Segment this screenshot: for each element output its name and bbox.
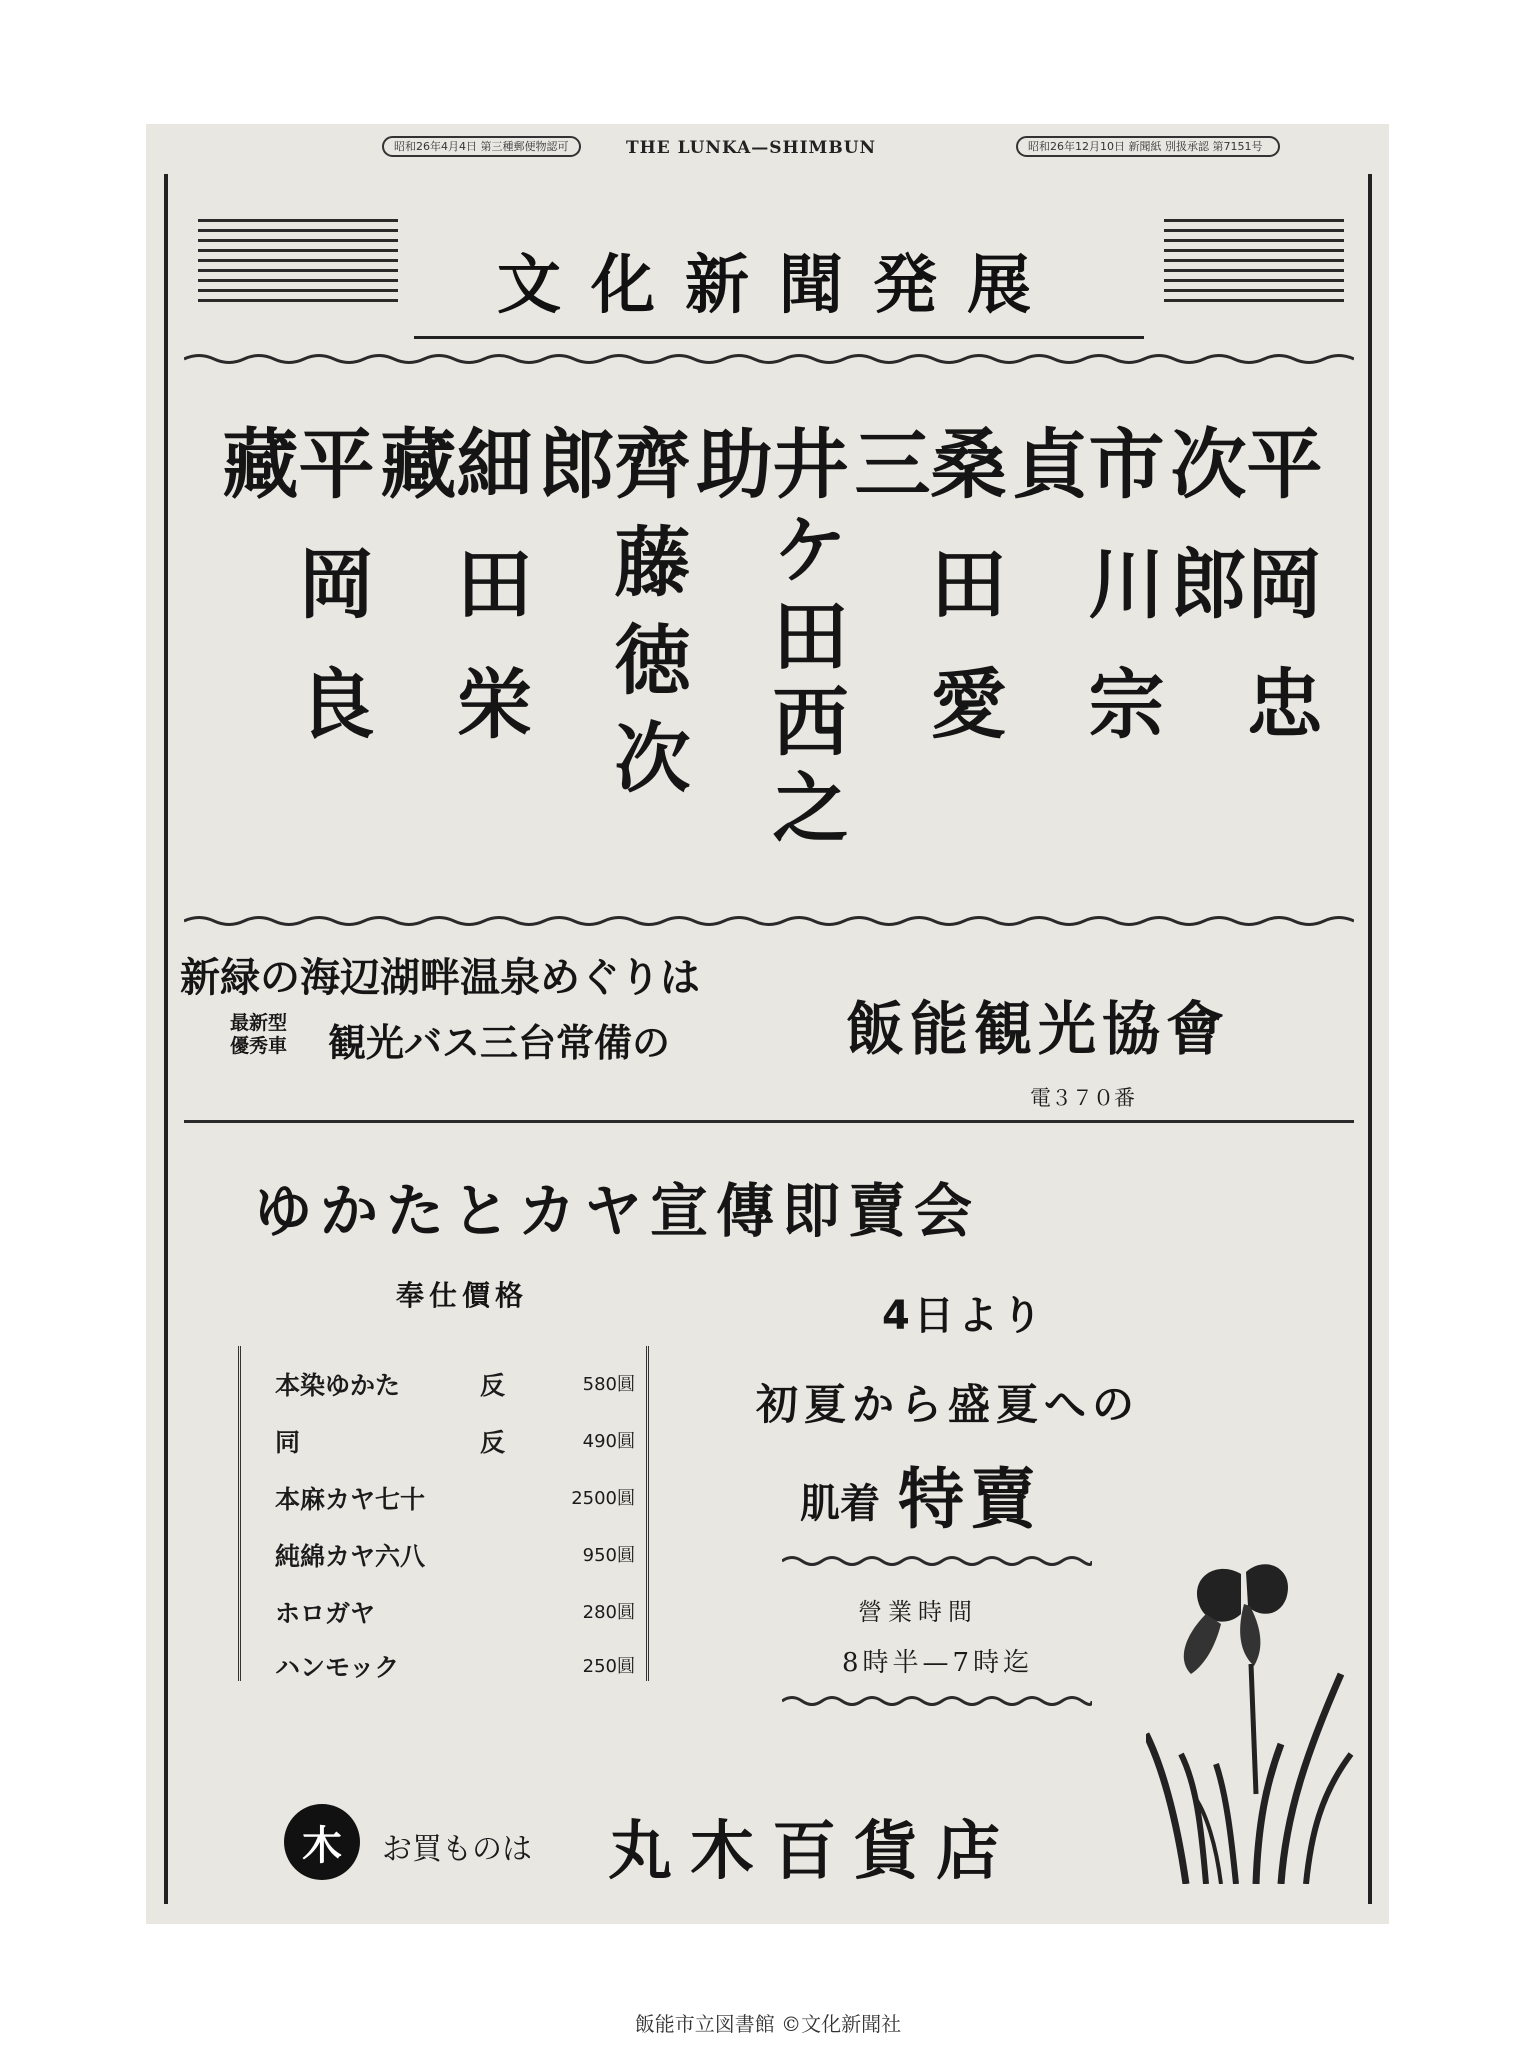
price-title: 奉仕價格 [396, 1279, 529, 1312]
price-row [275, 1537, 635, 1577]
item-name: 同 [275, 1428, 301, 1457]
tourism-company-name: 飯能観光協會 [846, 995, 1231, 1063]
item-unit: 反 [480, 1371, 506, 1400]
bus-label [230, 1012, 287, 1058]
item-name: 本染ゆかた [275, 1371, 401, 1400]
name-column: 市川宗貞 [1000, 424, 1165, 784]
special-sale-label: 特賣 [898, 1460, 1042, 1538]
bus-label-line2: 優秀車 [230, 1035, 288, 1057]
newspaper-page [146, 124, 1389, 1924]
item-price: 2500圓 [571, 1488, 635, 1509]
name-column: 平岡忠次郎 [1158, 424, 1323, 784]
store-crest-logo: 木 [284, 1804, 360, 1880]
name-column: 平岡良藏 [210, 424, 375, 784]
price-row [275, 1594, 635, 1634]
wave-divider-top [184, 352, 1354, 366]
item-name: 本麻カヤ七十 [275, 1485, 426, 1514]
price-row [275, 1423, 635, 1463]
name-column: 桑田愛三 [842, 424, 1007, 784]
item-price: 490圓 [582, 1431, 635, 1452]
item-name: 純綿カヤ六八 [275, 1542, 426, 1571]
item-price: 250圓 [582, 1656, 635, 1677]
name-column: 細田栄藏 [368, 424, 533, 784]
newspaper-approval-note: 昭和26年12月10日 新聞紙 別扱承認 第7151号 [1016, 136, 1280, 157]
business-hours-label: 營業時間 [858, 1598, 978, 1626]
tourism-tagline: 新緑の海辺湖畔温泉めぐりは [180, 954, 700, 1001]
price-row [275, 1366, 635, 1406]
item-name: ハンモック [275, 1653, 400, 1682]
name-list [210, 424, 1323, 894]
bus-fleet-text: 観光バス三台常備の [328, 1020, 671, 1065]
price-row [275, 1480, 635, 1520]
banner-lines-left [198, 219, 398, 309]
business-hours: 8時半—7時迄 [842, 1648, 1034, 1678]
library-credit: 飯能市立図書館 ©文化新聞社 [634, 2012, 902, 2036]
item-price: 580圓 [582, 1374, 635, 1395]
name-column: 齊藤徳次郎 [526, 424, 691, 816]
store-name: 丸木百貨店 [608, 1814, 1018, 1889]
banner-lines-right [1164, 219, 1344, 309]
sale-headline: ゆかたとカヤ宣傳即賣会 [254, 1177, 981, 1245]
section-divider [184, 1120, 1354, 1123]
wave-divider-hours-top [782, 1554, 1092, 1568]
postal-permit-note: 昭和26年4月4日 第三種郵便物認可 [382, 136, 581, 157]
name-column: 井ケ田西之助 [684, 424, 849, 854]
tourism-phone: 電３７０番 [1030, 1086, 1135, 1110]
store-intro: お買ものは [382, 1832, 532, 1867]
price-list [238, 1346, 649, 1681]
masthead-title: THE LUNKA—SHIMBUN [626, 138, 877, 158]
season-text: 初夏から盛夏への [756, 1380, 1141, 1429]
price-row [275, 1648, 635, 1688]
banner-title: 文化新聞発展 [414, 224, 1144, 339]
underwear-label: 肌着 [800, 1480, 880, 1527]
sale-start-date: 4日より [882, 1293, 1046, 1339]
wave-divider-middle [184, 914, 1354, 928]
item-price: 280圓 [582, 1602, 635, 1623]
item-name: ホロガヤ [275, 1599, 376, 1628]
item-price: 950圓 [582, 1545, 635, 1566]
item-unit: 反 [480, 1428, 506, 1457]
wave-divider-hours-bottom [782, 1694, 1092, 1708]
bus-label-line1: 最新型 [230, 1012, 288, 1034]
iris-illustration [1146, 1554, 1356, 1884]
